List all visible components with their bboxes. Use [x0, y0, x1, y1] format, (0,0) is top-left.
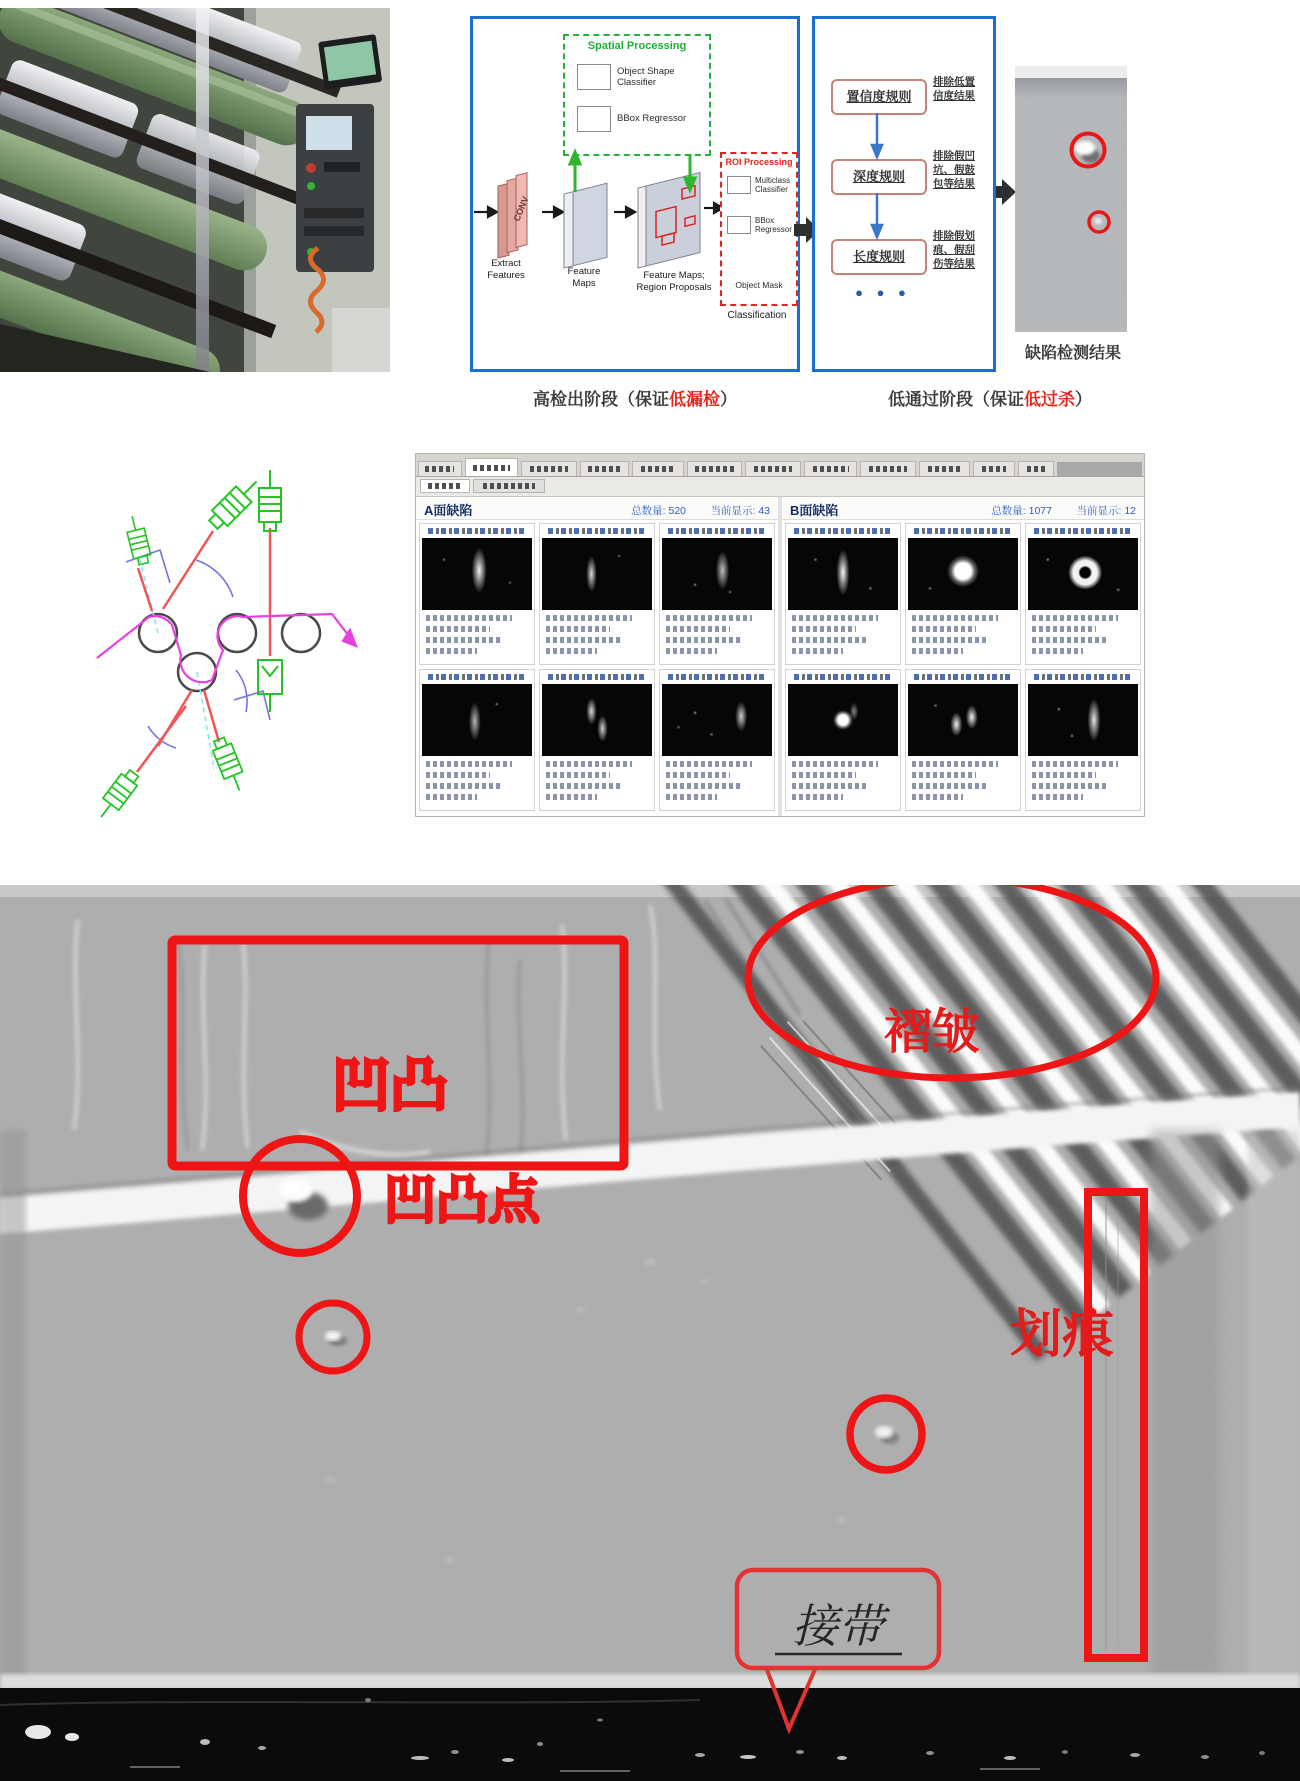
optical-layout-diagram: [55, 430, 425, 830]
arrow-icon: [554, 207, 563, 217]
defect-thumbnail[interactable]: [662, 684, 772, 756]
arrow-icon: [488, 207, 497, 217]
panel-b-header: [782, 497, 1144, 520]
roi-item-label: BBox Regressor: [755, 216, 792, 235]
sensor-icon: [258, 660, 282, 712]
roi-item-label: Multiclass Classifier: [755, 176, 791, 195]
defect-card[interactable]: [659, 523, 775, 665]
tab[interactable]: [1018, 461, 1054, 476]
cart: [332, 308, 390, 372]
spatial-item: [577, 64, 687, 90]
defect-thumbnail[interactable]: [908, 684, 1018, 756]
tab[interactable]: [580, 461, 630, 476]
panel-side-b: [782, 497, 1144, 817]
object-mask-label: Object Mask: [735, 280, 783, 290]
rule-length-note: 排除假划痕、假刮伤等结果: [933, 230, 975, 271]
defect-thumbnail[interactable]: [662, 538, 772, 610]
caption-highlight: 低漏检: [669, 390, 720, 409]
defect-card[interactable]: [539, 523, 655, 665]
control-panel: [296, 104, 374, 272]
roi-processing-box: [720, 152, 798, 306]
arrow-down-icon: [872, 145, 882, 157]
result-caption: 缺陷检测结果: [1024, 345, 1121, 362]
panel-side-a: [416, 497, 782, 817]
rule-confidence-note: 排除低置信度结果: [933, 76, 975, 103]
tab[interactable]: [687, 461, 743, 476]
filter-stage-flowchart: [812, 16, 996, 372]
panel-b-total: 总数量: 1077: [991, 505, 1052, 517]
camera-icon: [259, 470, 281, 531]
camera-icon: [206, 474, 265, 533]
defect-card[interactable]: [905, 669, 1021, 811]
bump-label: 凹凸: [331, 1053, 449, 1118]
camera-icon: [93, 767, 142, 823]
tab[interactable]: [418, 461, 462, 476]
panel-a-shown: 当前显示: 43: [710, 505, 770, 517]
defect-card[interactable]: [539, 669, 655, 811]
cameras: [93, 470, 282, 823]
tab[interactable]: [521, 461, 577, 476]
conv-label: CONV: [511, 194, 531, 223]
defect-thumbnail[interactable]: [1028, 684, 1138, 756]
rule-depth-note: 排除假凹坑、假鼓包等结果: [933, 150, 975, 191]
spatial-processing-box: [563, 34, 711, 156]
defect-thumbnail[interactable]: [788, 684, 898, 756]
spatial-item: [577, 106, 687, 132]
caption-text: 高检出阶段（保证: [533, 390, 669, 409]
spatial-item-label: BBox Regressor: [617, 113, 687, 125]
arrow-icon: [626, 207, 635, 217]
defect-browser-window: [415, 453, 1145, 817]
defect-card[interactable]: [659, 669, 775, 811]
sub-tab[interactable]: [473, 479, 545, 493]
tab[interactable]: [973, 461, 1015, 476]
rule-length: 长度规则: [831, 239, 927, 275]
roi-processing-title: ROI Processing: [725, 157, 793, 167]
ellipsis-dots: ● ● ●: [855, 285, 911, 300]
classifier-block: [727, 176, 751, 194]
defect-thumbnail[interactable]: [422, 684, 532, 756]
stage1-caption: [470, 385, 800, 410]
panel-b-title: B面缺陷: [790, 503, 839, 518]
caption-text: ）: [720, 390, 737, 409]
rule-arrows: [815, 19, 993, 369]
regressor-block: [727, 216, 751, 234]
defect-card[interactable]: [1025, 669, 1141, 811]
defect-card[interactable]: [785, 523, 901, 665]
tab[interactable]: [919, 461, 971, 476]
panel-a-header: [416, 497, 778, 520]
panel-a-title: A面缺陷: [424, 503, 473, 518]
rule-confidence: 置信度规则: [831, 79, 927, 115]
machine-photo: [0, 8, 390, 372]
caption-text: 低通过阶段（保证: [888, 390, 1024, 409]
camera-icon: [124, 514, 153, 566]
detection-result-image: [1015, 66, 1127, 332]
regressor-block: [577, 106, 611, 132]
region-proposals-label: Feature Maps; Region Proposals: [636, 270, 712, 293]
spatial-processing-title: Spatial Processing: [587, 40, 687, 52]
defect-card[interactable]: [419, 523, 535, 665]
tab[interactable]: [632, 461, 684, 476]
stage2-caption: [820, 385, 1160, 410]
spatial-item-label: Object Shape Classifier: [617, 65, 675, 88]
tab[interactable]: [860, 461, 916, 476]
support-pole: [196, 8, 209, 372]
defect-grid-b: [782, 520, 1144, 814]
splice-label: 接带: [792, 1601, 884, 1652]
caption-highlight: 低过杀: [1024, 390, 1075, 409]
annotated-surface-image: [0, 885, 1300, 1781]
defect-panels: [416, 497, 1144, 817]
defect-thumbnail[interactable]: [908, 538, 1018, 610]
classifier-block: [577, 64, 611, 90]
camera-icon: [210, 736, 249, 794]
defect-card[interactable]: [905, 523, 1021, 665]
monitor: [318, 34, 382, 90]
arrow-down-icon: [872, 225, 882, 237]
defect-thumbnail[interactable]: [542, 538, 652, 610]
panel-a-total: 总数量: 520: [631, 505, 686, 517]
sub-tab-bar: [416, 477, 1144, 497]
roi-item: [727, 216, 795, 234]
tab-active[interactable]: [465, 458, 519, 476]
defect-thumbnail[interactable]: [1028, 538, 1138, 610]
feature-maps-label: Feature Maps: [567, 266, 601, 289]
tab[interactable]: [804, 461, 858, 476]
extract-features-label: Extract Features: [487, 258, 525, 281]
arrow-up-icon: [570, 152, 580, 164]
bump-points-label: 凹凸点: [383, 1172, 541, 1230]
defect-card[interactable]: [785, 669, 901, 811]
roi-item: [727, 176, 795, 194]
wrinkle-label: 褶皱: [883, 1006, 981, 1059]
scratch-label: 划痕: [1009, 1306, 1115, 1364]
rollers: [139, 614, 320, 691]
defect-card[interactable]: [419, 669, 535, 811]
defect-grid-a: [416, 520, 778, 814]
tab[interactable]: [745, 461, 801, 476]
toolbar-blank: [1057, 462, 1142, 476]
defect-thumbnail[interactable]: [422, 538, 532, 610]
defect-card[interactable]: [1025, 523, 1141, 665]
caption-text: ）: [1075, 390, 1092, 409]
defect-thumbnail[interactable]: [542, 684, 652, 756]
sub-tab[interactable]: [420, 479, 470, 493]
rule-depth: 深度规则: [831, 159, 927, 195]
feature-maps-slab: [564, 183, 607, 268]
tab-bar: [416, 454, 1144, 477]
defect-thumbnail[interactable]: [788, 538, 898, 610]
classification-label: Classification: [727, 310, 787, 321]
panel-b-shown: 当前显示: 12: [1076, 505, 1136, 517]
